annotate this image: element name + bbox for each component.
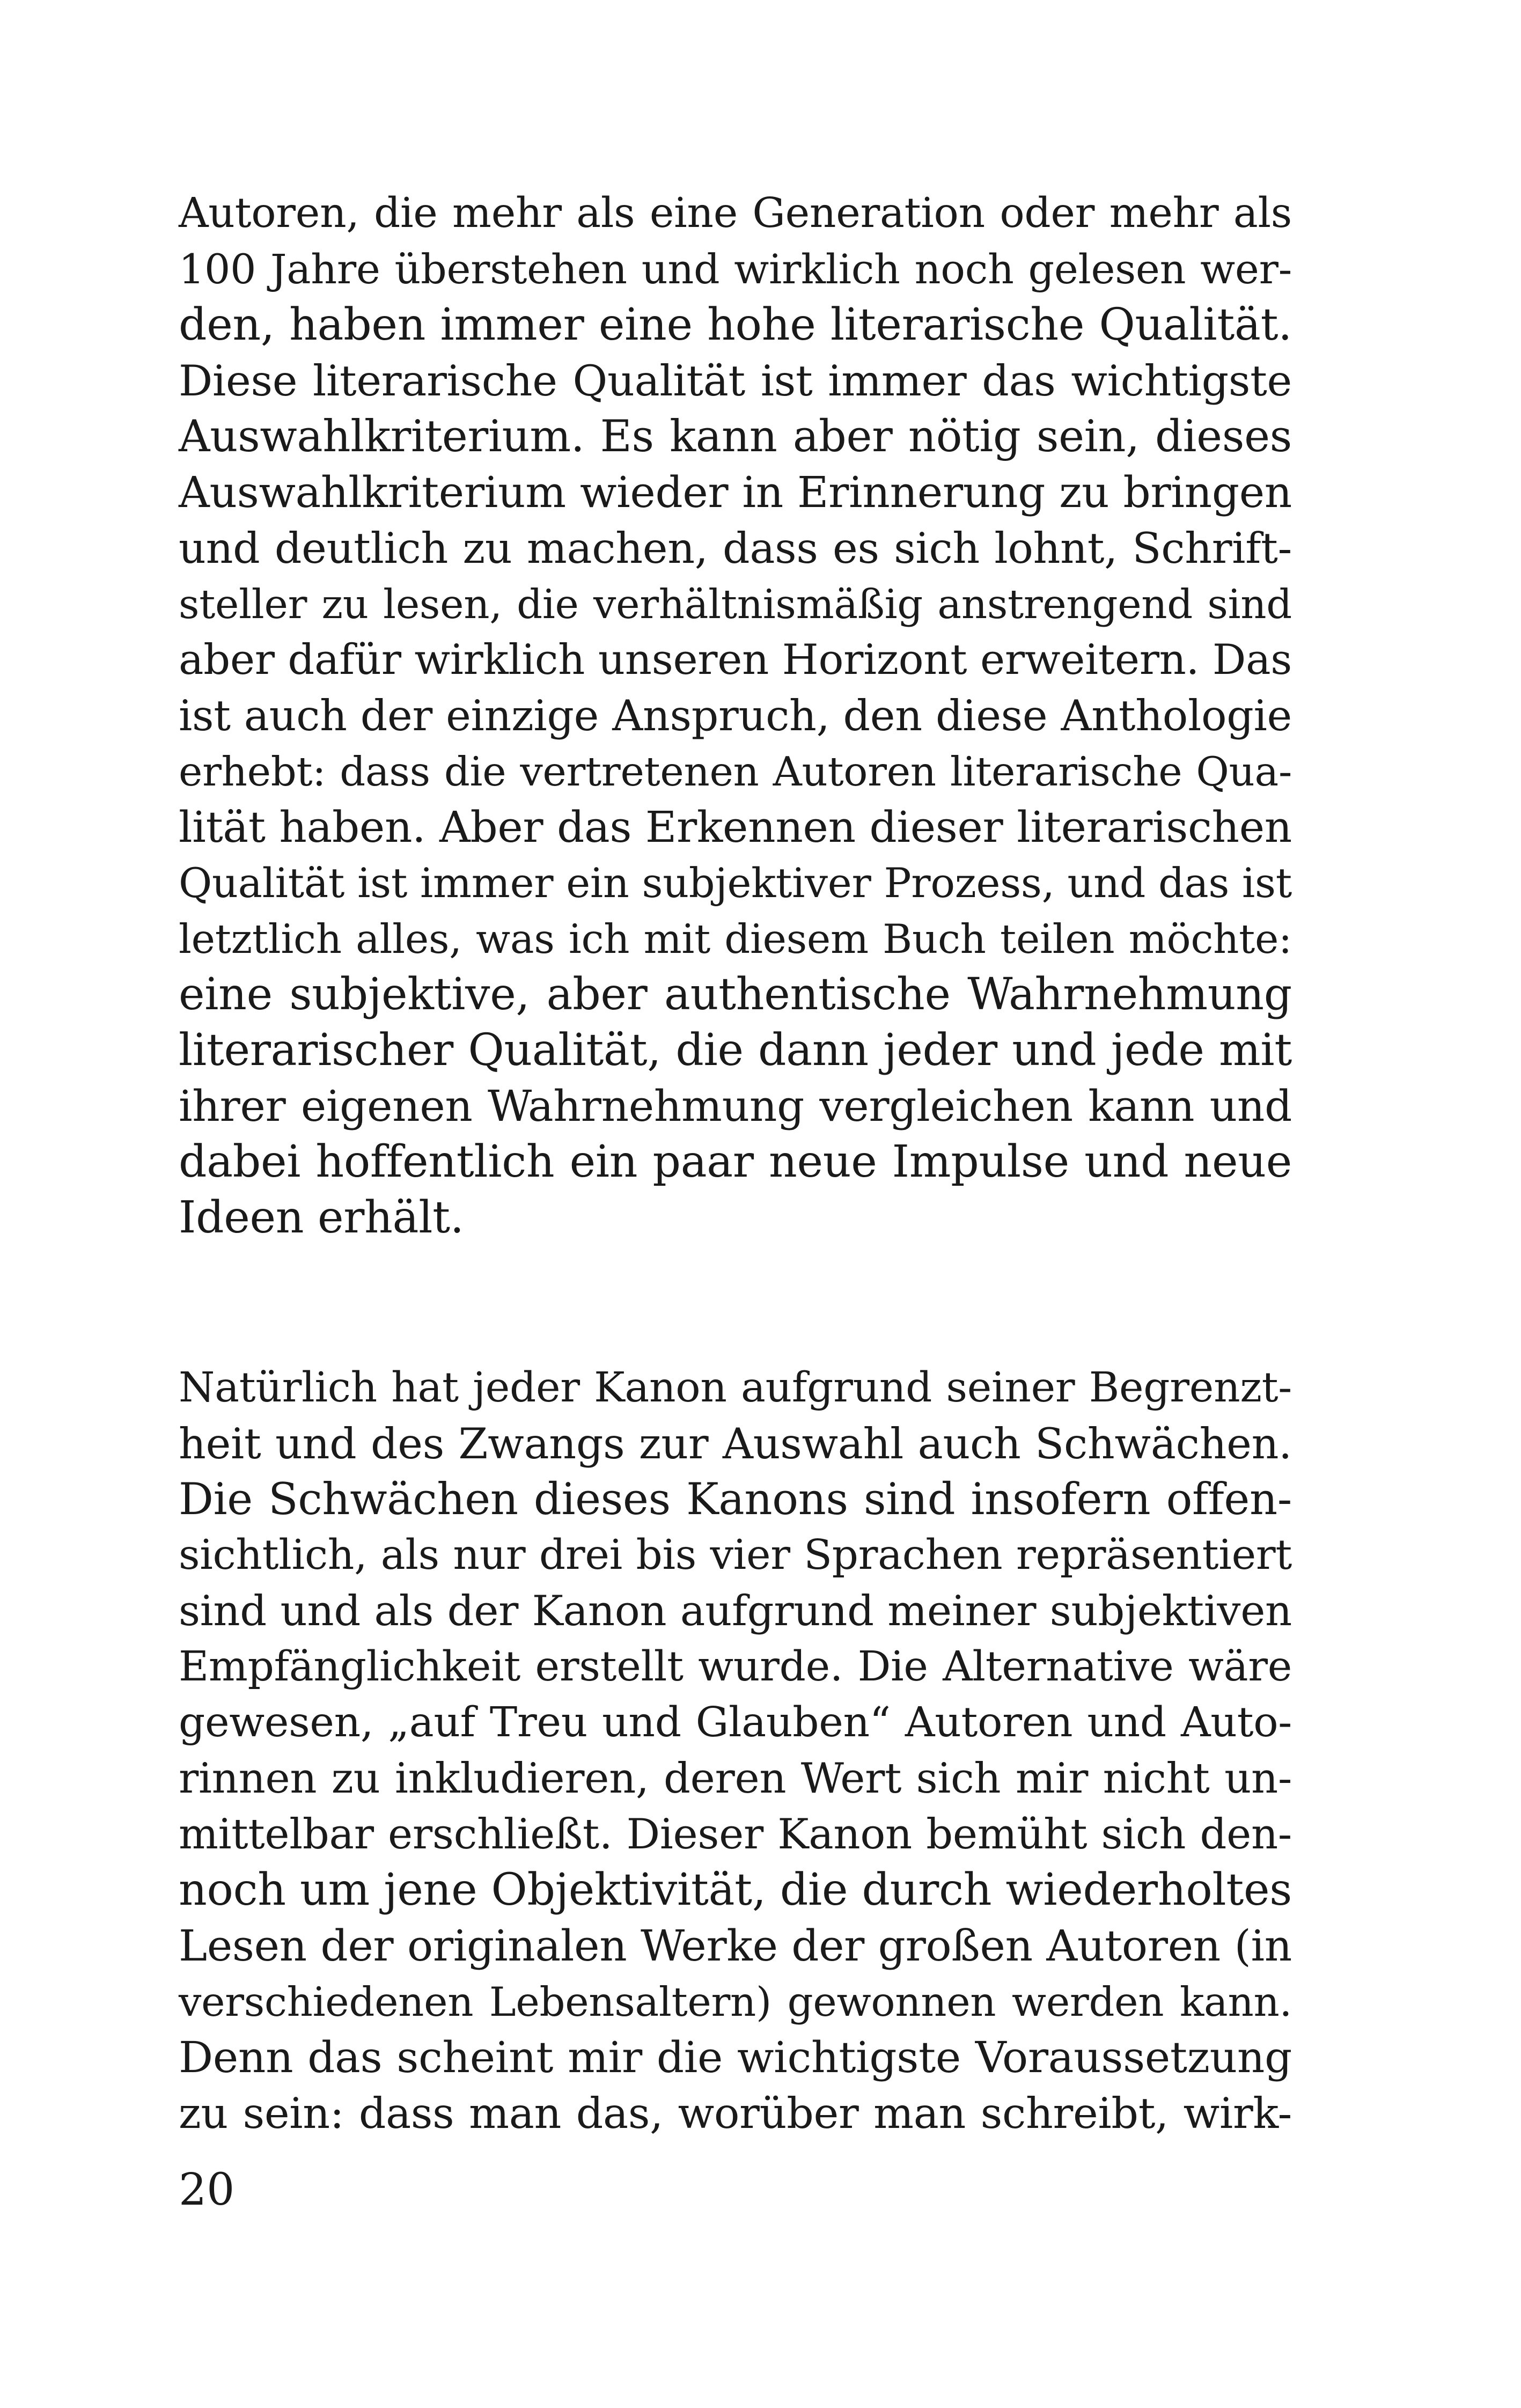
text-line: Auswahlkriterium. Es kann aber nötig sein, dieses [179,412,1292,462]
text-line: letztlich alles, was ich mit diesem Buch teilen möchte: [179,915,1292,963]
text-line: Auswahlkriterium wieder in Erinnerung zu bringen [179,467,1292,517]
text-line: Empfänglichkeit erstellt wurde. Die Alternative wäre [179,1643,1292,1691]
text-line: mittelbar erschließt. Dieser Kanon bemüht sich den- [179,1810,1292,1859]
text-line: rinnen zu inkludieren, deren Wert sich mir nicht un- [179,1754,1292,1803]
text-line: Natürlich hat jeder Kanon aufgrund seiner Begrenzt- [179,1364,1292,1412]
text-line: Diese literarische Qualität ist immer das wichtigste [179,356,1292,406]
text-line: literarischer Qualität, die dann jeder und jede mit [179,1025,1292,1076]
text-line: steller zu lesen, die verhältnismäßig anstrengend sind [179,581,1292,628]
text-line: Lesen der originalen Werke der großen Autoren (in [179,1921,1292,1971]
text-line: verschiedenen Lebensaltern) gewonnen werden kann. [179,1978,1292,2025]
text-line: sichtlich, als nur drei bis vier Sprachen repräsentiert [179,1531,1292,1579]
text-line: heit und des Zwangs zur Auswahl auch Schwächen. [179,1419,1292,1469]
text-line: Ideen erhält. [179,1192,464,1243]
text-line: dabei hoffentlich ein paar neue Impulse und neue [179,1136,1292,1187]
text-line: ist auch der einzige Anspruch, den diese Anthologie [179,691,1292,740]
text-line: und deutlich zu machen, dass es sich lohnt, Schrift- [179,524,1292,573]
text-line: noch um jene Objektivität, die durch wiederholtes [179,1864,1292,1915]
text-line: 100 Jahre überstehen und wirklich noch gelesen wer- [179,245,1292,293]
text-line: ihrer eigenen Wahrnehmung vergleichen kann und [179,1081,1292,1131]
text-line: aber dafür wirklich unseren Horizont erweitern. Das [179,636,1292,684]
text-line: Die Schwächen dieses Kanons sind insofern offen- [179,1474,1292,1525]
text-line: eine subjektive, aber authentische Wahrnehmung [179,969,1292,1020]
page-number: 20 [179,2164,235,2215]
text-line: den, haben immer eine hohe literarische Qualität. [179,299,1292,350]
text-line: sind und als der Kanon aufgrund meiner subjektiven [179,1587,1292,1635]
text-line: erhebt: dass die vertretenen Autoren literarische Qua- [179,748,1292,795]
paragraph-1 [179,186,1292,1246]
paragraph-2 [179,1360,1292,2141]
text-line: gewesen, „auf Treu und Glauben“ Autoren und Auto- [179,1699,1292,1746]
text-line: Autoren, die mehr als eine Generation oder mehr als [179,189,1292,237]
text-line: Qualität ist immer ein subjektiver Prozess, und das ist [179,859,1292,907]
text-line: zu sein: dass man das, worüber man schreibt, wirk- [179,2089,1292,2138]
text-line: lität haben. Aber das Erkennen dieser literarischen [179,802,1292,852]
text-line: Denn das scheint mir die wichtigste Voraussetzung [179,2032,1292,2082]
